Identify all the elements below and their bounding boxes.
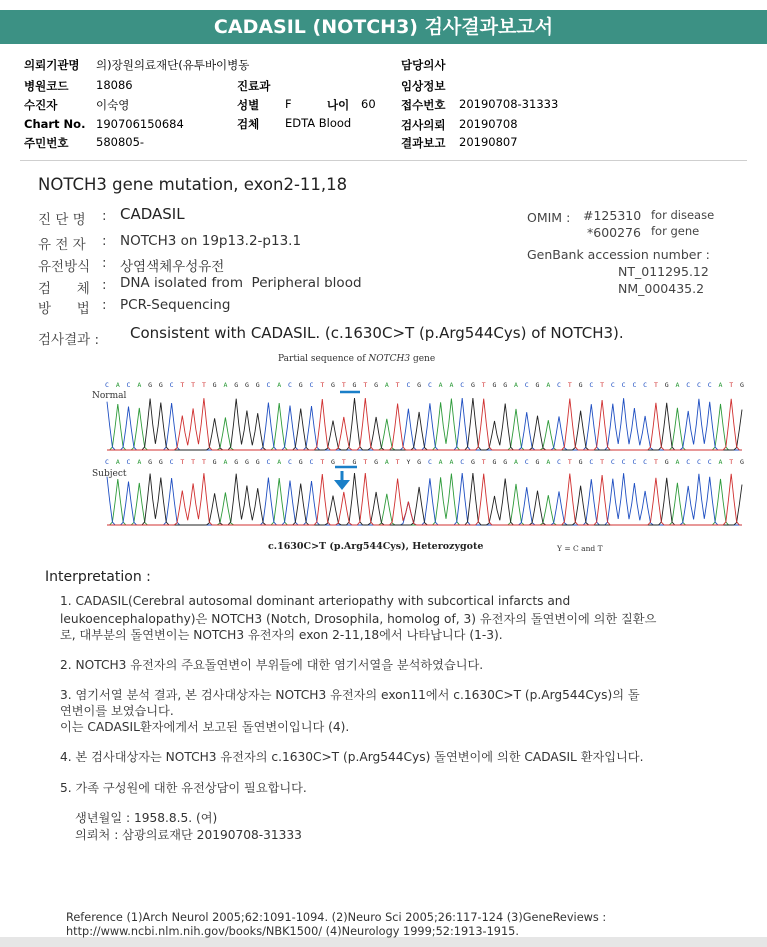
header-value-hospital-code: 18086 xyxy=(96,78,133,92)
subject-base-48: C xyxy=(621,458,626,466)
normal-base-25: G xyxy=(374,381,379,389)
normal-base-52: G xyxy=(664,381,669,389)
sequence-subject xyxy=(105,458,744,466)
subject-base-26: A xyxy=(384,458,389,466)
normal-base-6: C xyxy=(169,381,174,389)
subject-trace-C xyxy=(107,473,742,525)
genbank-label: GenBank accession number : xyxy=(527,247,710,262)
subject-base-4: G xyxy=(148,458,153,466)
field-sep-gene: : xyxy=(102,233,107,249)
normal-base-0: C xyxy=(105,381,109,389)
interp-line-5: 3. 염기서열 분석 결과, 본 검사대상자는 NOTCH3 유전자의 exon11에서 c.1630C>T (p.Arg544Cys)의 돌 xyxy=(60,688,640,702)
header-label-specimen: 검체 xyxy=(237,117,260,131)
subject-base-42: C xyxy=(557,458,561,466)
header-label-request-date: 검사의뢰 xyxy=(401,118,446,132)
normal-base-28: C xyxy=(406,381,411,389)
subject-base-33: C xyxy=(460,458,465,466)
subject-base-39: C xyxy=(524,458,529,466)
normal-base-27: T xyxy=(395,381,400,389)
reference-line-2: http://www.ncbi.nlm.nih.gov/books/NBK1500/ (4)Neurology 1999;52:1913-1915. xyxy=(66,925,519,938)
field-sep-inheritance: : xyxy=(102,255,107,271)
normal-base-8: T xyxy=(191,381,196,389)
header-label-institution: 의뢰기관명 xyxy=(24,58,80,72)
header-label-report-date: 결과보고 xyxy=(401,136,446,150)
omim-gene-desc: for gene xyxy=(651,224,700,238)
figure-title: Partial sequence of NOTCH3 gene xyxy=(278,354,436,364)
normal-base-22: T xyxy=(341,381,346,389)
subject-base-27: T xyxy=(395,458,400,466)
header-value-report-date: 20190807 xyxy=(459,135,518,149)
trace-normal xyxy=(107,398,742,450)
normal-base-42: C xyxy=(557,381,561,389)
field-value-specimen: DNA isolated from Peripheral blood xyxy=(120,275,362,291)
subject-base-50: C xyxy=(643,458,648,466)
subject-base-11: A xyxy=(223,458,228,466)
normal-base-17: C xyxy=(288,381,292,389)
subject-base-8: T xyxy=(191,458,196,466)
subject-base-41: A xyxy=(546,458,551,466)
subject-base-47: C xyxy=(610,458,615,466)
normal-base-51: T xyxy=(653,381,658,389)
subject-base-23: G xyxy=(352,458,357,466)
header-label-receipt-no: 접수번호 xyxy=(401,98,446,112)
header-value-specimen: EDTA Blood xyxy=(285,116,352,130)
test-title: NOTCH3 gene mutation, exon2-11,18 xyxy=(38,175,348,194)
normal-base-48: C xyxy=(621,381,626,389)
figure-label-subject: Subject xyxy=(92,469,127,479)
subject-base-29: G xyxy=(417,458,422,466)
subject-base-14: G xyxy=(255,458,260,466)
subject-base-45: C xyxy=(589,458,594,466)
subject-base-12: G xyxy=(234,458,239,466)
field-value-inheritance: 상염색체우성유전 xyxy=(120,259,225,275)
normal-base-54: C xyxy=(686,381,691,389)
subject-base-3: A xyxy=(137,458,142,466)
header-label-patient: 수진자 xyxy=(24,98,58,112)
subject-base-56: C xyxy=(707,458,712,466)
interp-line-4: 2. NOTCH3 유전자의 주요돌연변이 부위들에 대한 염기서열을 분석하였습니다. xyxy=(60,658,484,672)
interpretation-title: Interpretation : xyxy=(45,569,151,585)
normal-base-31: A xyxy=(438,381,443,389)
field-label-inheritance: 유전방식 xyxy=(38,259,91,275)
header-value-institution: 의)장원의료재단(유투바이병동 xyxy=(96,58,250,72)
subject-base-31: A xyxy=(438,458,443,466)
subject-base-9: T xyxy=(201,458,206,466)
field-sep-method: : xyxy=(102,297,107,313)
omim-label: OMIM : xyxy=(527,210,571,225)
subject-base-40: G xyxy=(535,458,540,466)
subject-base-28: Y xyxy=(406,458,411,466)
normal-base-40: G xyxy=(535,381,540,389)
subject-base-15: C xyxy=(266,458,271,466)
field-sep-specimen: : xyxy=(102,277,107,293)
genbank-id-nm: NM_000435.2 xyxy=(618,281,705,296)
header-value-request-date: 20190708 xyxy=(459,117,518,131)
subject-base-51: T xyxy=(653,458,658,466)
normal-base-56: C xyxy=(707,381,712,389)
normal-base-35: T xyxy=(481,381,486,389)
subject-base-49: C xyxy=(632,458,637,466)
subject-base-22: T xyxy=(341,458,346,466)
subject-base-55: C xyxy=(696,458,701,466)
normal-base-37: G xyxy=(503,381,508,389)
normal-base-2: C xyxy=(126,381,131,389)
normal-base-4: G xyxy=(148,381,153,389)
subject-base-5: G xyxy=(158,458,163,466)
subject-base-25: G xyxy=(374,458,379,466)
field-sep-diagnosis: : xyxy=(102,208,107,224)
normal-base-14: G xyxy=(255,381,260,389)
normal-trace-C xyxy=(107,398,742,450)
subject-base-34: G xyxy=(470,458,475,466)
header-value-resident-no: 580805- xyxy=(96,135,145,149)
normal-base-9: T xyxy=(201,381,206,389)
subject-base-38: A xyxy=(514,458,518,466)
subject-base-35: T xyxy=(481,458,486,466)
normal-base-41: A xyxy=(546,381,551,389)
figure-caption: c.1630C>T (p.Arg544Cys), Heterozygote xyxy=(268,541,484,552)
subject-base-20: T xyxy=(320,458,325,466)
report-title: CADASIL (NOTCH3) 검사결과보고서 xyxy=(0,10,767,44)
normal-base-45: C xyxy=(589,381,594,389)
omim-disease-id: #125310 xyxy=(583,208,642,223)
header-label-age: 나이 xyxy=(327,98,350,112)
subject-base-7: T xyxy=(180,458,185,466)
header-label-hospital-code: 병원코드 xyxy=(24,79,69,93)
reference-line-1: Reference (1)Arch Neurol 2005;62:1091-1094. (2)Neuro Sci 2005;26:117-124 (3)GeneReviews : xyxy=(66,911,607,924)
normal-base-10: G xyxy=(212,381,217,389)
interp-line-8: 4. 본 검사대상자는 NOTCH3 유전자의 c.1630C>T (p.Arg544Cys) 돌연변이에 의한 CADASIL 환자입니다. xyxy=(60,750,644,764)
normal-base-5: G xyxy=(158,381,163,389)
subject-base-13: G xyxy=(244,458,249,466)
omim-gene-id: *600276 xyxy=(587,225,641,240)
normal-base-34: G xyxy=(470,381,475,389)
normal-base-39: C xyxy=(524,381,529,389)
normal-base-15: C xyxy=(266,381,271,389)
interp-line-1: 1. CADASIL(Cerebral autosomal dominant arteriopathy with subcortical infarcts and xyxy=(60,594,571,608)
subject-base-0: C xyxy=(105,458,109,466)
subject-base-32: A xyxy=(449,458,454,466)
subject-base-6: C xyxy=(169,458,174,466)
header-label-chart-no: Chart No. xyxy=(24,117,86,131)
subject-base-52: G xyxy=(664,458,669,466)
subject-base-30: C xyxy=(427,458,432,466)
header-label-department: 진료과 xyxy=(237,79,271,93)
normal-base-50: C xyxy=(643,381,648,389)
field-label-diagnosis: 진 단 명 xyxy=(38,212,86,228)
normal-base-49: C xyxy=(632,381,637,389)
subject-base-19: C xyxy=(309,458,314,466)
normal-base-44: G xyxy=(578,381,583,389)
subject-base-44: G xyxy=(578,458,583,466)
normal-base-55: C xyxy=(696,381,701,389)
subject-base-54: C xyxy=(686,458,691,466)
subject-base-21: G xyxy=(331,458,335,466)
header-label-clinical-info: 임상정보 xyxy=(401,79,446,93)
subject-base-1: A xyxy=(115,458,120,466)
figure-code-note: Y = C and T xyxy=(557,544,603,553)
normal-base-46: T xyxy=(600,381,605,389)
interp-line-9: 5. 가족 구성원에 대한 유전상담이 필요합니다. xyxy=(60,781,307,795)
normal-base-12: G xyxy=(234,381,239,389)
interp-line-3: 로, 대부분의 돌연변이는 NOTCH3 유전자의 exon 2-11,18에서 나타납니다 (1-3). xyxy=(60,628,503,642)
normal-base-16: A xyxy=(277,381,282,389)
field-value-method: PCR-Sequencing xyxy=(120,297,231,313)
header-label-doctor: 담당의사 xyxy=(401,58,446,72)
header-value-patient: 이숙영 xyxy=(96,98,130,112)
normal-base-18: G xyxy=(298,381,303,389)
normal-base-24: T xyxy=(363,381,368,389)
subject-base-46: T xyxy=(600,458,605,466)
normal-base-23: G xyxy=(352,381,357,389)
subject-base-43: T xyxy=(567,458,572,466)
subject-base-16: A xyxy=(277,458,282,466)
subject-base-2: C xyxy=(126,458,131,466)
normal-base-33: C xyxy=(460,381,465,389)
subject-base-58: T xyxy=(729,458,734,466)
normal-base-38: A xyxy=(514,381,518,389)
result-value: Consistent with CADASIL. (c.1630C>T (p.Arg544Cys) of NOTCH3). xyxy=(130,324,624,342)
header-value-receipt-no: 20190708-31333 xyxy=(459,97,559,111)
genbank-id-nt: NT_011295.12 xyxy=(618,264,709,279)
normal-base-29: G xyxy=(417,381,422,389)
result-label: 검사결과 : xyxy=(38,332,100,348)
subject-base-18: G xyxy=(298,458,303,466)
sequence-normal xyxy=(105,381,744,389)
birthdate-line: 생년월일 : 1958.8.5. (여) xyxy=(75,811,218,825)
normal-base-20: T xyxy=(320,381,325,389)
header-label-resident-no: 주민번호 xyxy=(24,136,69,150)
subject-base-37: G xyxy=(503,458,508,466)
mutation-arrow-icon xyxy=(334,471,350,490)
normal-base-58: T xyxy=(729,381,734,389)
normal-base-13: G xyxy=(244,381,249,389)
field-value-diagnosis: CADASIL xyxy=(120,205,185,223)
subject-base-57: A xyxy=(718,458,723,466)
normal-base-53: A xyxy=(675,381,680,389)
subject-base-36: G xyxy=(492,458,497,466)
normal-base-11: A xyxy=(223,381,228,389)
normal-base-1: A xyxy=(115,381,120,389)
subject-base-17: C xyxy=(288,458,292,466)
normal-base-57: A xyxy=(718,381,723,389)
field-label-specimen: 검 체 xyxy=(38,281,90,297)
subject-base-10: G xyxy=(212,458,217,466)
header-value-chart-no: 190706150684 xyxy=(96,117,184,131)
field-label-gene: 유 전 자 xyxy=(38,237,86,253)
normal-base-30: C xyxy=(427,381,432,389)
omim-disease-desc: for disease xyxy=(651,208,715,222)
normal-base-32: A xyxy=(449,381,454,389)
field-value-gene: NOTCH3 on 19p13.2-p13.1 xyxy=(120,233,302,249)
normal-base-43: T xyxy=(567,381,572,389)
trace-subject xyxy=(107,473,742,525)
normal-base-47: C xyxy=(610,381,615,389)
interp-line-7: 이는 CADASIL환자에게서 보고된 돌연변이입니다 (4). xyxy=(60,720,350,734)
normal-base-7: T xyxy=(180,381,185,389)
normal-base-19: C xyxy=(309,381,314,389)
normal-base-59: G xyxy=(740,381,744,389)
interp-line-6: 연변이를 보였습니다. xyxy=(60,704,174,718)
subject-base-59: G xyxy=(740,458,744,466)
header-label-sex: 성별 xyxy=(237,98,260,112)
normal-base-21: G xyxy=(331,381,335,389)
subject-base-53: A xyxy=(675,458,680,466)
interp-line-2: leukoencephalopathy)은 NOTCH3 (Notch, Drosophila, homolog of, 3) 유전자의 돌연변이에 의한 질환으 xyxy=(60,612,657,626)
referral-line: 의뢰처 : 삼광의료재단 20190708-31333 xyxy=(75,828,302,842)
subject-base-24: T xyxy=(363,458,368,466)
header-value-age: 60 xyxy=(361,97,376,111)
normal-base-3: A xyxy=(137,381,142,389)
field-label-method: 방 법 xyxy=(38,301,90,317)
header-value-sex: F xyxy=(285,97,292,111)
figure-label-normal: Normal xyxy=(92,391,127,401)
normal-base-36: G xyxy=(492,381,497,389)
normal-base-26: A xyxy=(384,381,389,389)
